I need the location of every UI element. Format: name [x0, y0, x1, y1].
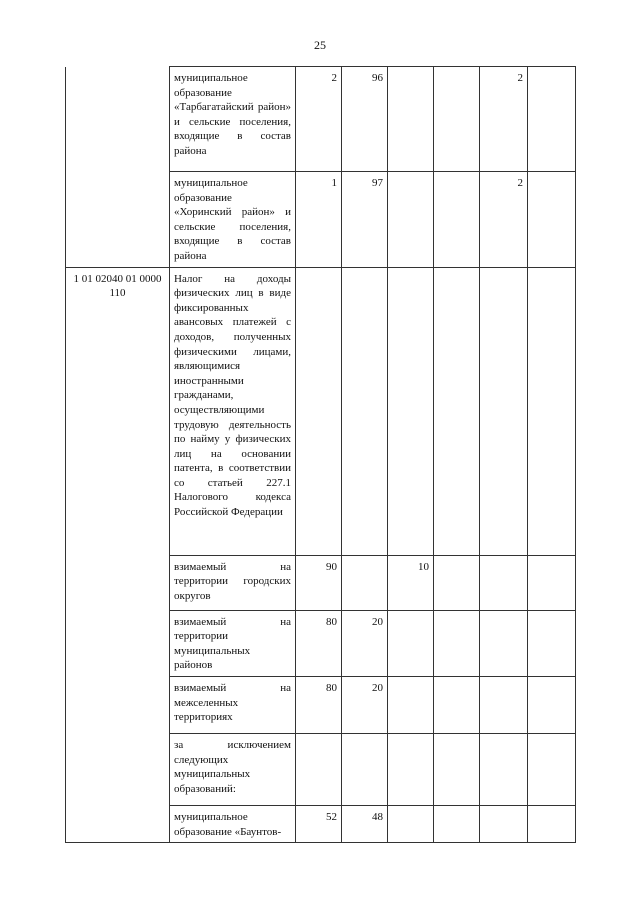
code-cell	[66, 555, 170, 610]
value-cell-5	[480, 676, 528, 733]
value-cell-3	[388, 610, 434, 676]
value-cell-6	[528, 805, 576, 842]
table-row	[66, 610, 576, 676]
value-cell-4	[434, 676, 480, 733]
description-cell: муниципальное образование «Баунтов-	[170, 805, 296, 842]
code-cell	[66, 610, 170, 676]
value-cell-1: 1	[296, 172, 342, 268]
value-cell-6	[528, 555, 576, 610]
table-row	[66, 676, 576, 733]
value-cell-2: 96	[342, 67, 388, 172]
budget-allocation-table	[65, 66, 576, 843]
value-cell-6	[528, 172, 576, 268]
value-cell-4	[434, 172, 480, 268]
table-row	[66, 267, 576, 555]
value-cell-2: 48	[342, 805, 388, 842]
table-row	[66, 67, 576, 172]
value-cell-1: 80	[296, 610, 342, 676]
value-cell-2: 97	[342, 172, 388, 268]
value-cell-3	[388, 805, 434, 842]
value-cell-4	[434, 267, 480, 555]
value-cell-4	[434, 555, 480, 610]
table-row	[66, 172, 576, 268]
value-cell-2	[342, 267, 388, 555]
value-cell-6	[528, 67, 576, 172]
description-cell: Налог на доходы физических лиц в виде фиксированных авансовых платежей с доходов, полученных физическими лицами, являющимися иностранными гражданами, осуществляющими трудовую деятельность по найму у физических лиц на основании патента, в соответствии со статьей 227.1 Налогового кодекса Российской Федерации	[170, 267, 296, 555]
value-cell-1: 90	[296, 555, 342, 610]
value-cell-4	[434, 733, 480, 805]
value-cell-5: 2	[480, 67, 528, 172]
code-cell	[66, 733, 170, 805]
value-cell-4	[434, 67, 480, 172]
value-cell-1: 52	[296, 805, 342, 842]
description-cell: муниципальное образование «Хоринский район» и сельские поселения, входящие в состав района	[170, 172, 296, 268]
page-number: 25	[314, 38, 326, 52]
value-cell-5	[480, 805, 528, 842]
value-cell-3	[388, 676, 434, 733]
value-cell-3	[388, 733, 434, 805]
value-cell-3	[388, 172, 434, 268]
value-cell-1: 2	[296, 67, 342, 172]
code-cell	[66, 67, 170, 172]
value-cell-1	[296, 733, 342, 805]
value-cell-4	[434, 610, 480, 676]
table-row	[66, 555, 576, 610]
description-cell: взимаемый на территории городских округов	[170, 555, 296, 610]
value-cell-6	[528, 733, 576, 805]
description-cell: взимаемый на межселенных территориях	[170, 676, 296, 733]
value-cell-2	[342, 733, 388, 805]
value-cell-5: 2	[480, 172, 528, 268]
table-row	[66, 805, 576, 842]
description-cell: взимаемый на территории муниципальных районов	[170, 610, 296, 676]
code-cell	[66, 676, 170, 733]
value-cell-6	[528, 267, 576, 555]
value-cell-4	[434, 805, 480, 842]
table-row	[66, 733, 576, 805]
value-cell-1: 80	[296, 676, 342, 733]
code-cell	[66, 172, 170, 268]
kbk-code-cell: 1 01 02040 01 0000 110	[66, 267, 170, 555]
value-cell-5	[480, 733, 528, 805]
description-cell: муниципальное образование «Тарбагатайский район» и сельские поселения, входящие в состав района	[170, 67, 296, 172]
description-cell: за исключением следующих муниципальных образований:	[170, 733, 296, 805]
value-cell-6	[528, 676, 576, 733]
value-cell-5	[480, 267, 528, 555]
value-cell-2: 20	[342, 676, 388, 733]
value-cell-3	[388, 67, 434, 172]
value-cell-3: 10	[388, 555, 434, 610]
value-cell-2	[342, 555, 388, 610]
code-cell	[66, 805, 170, 842]
value-cell-6	[528, 610, 576, 676]
value-cell-5	[480, 555, 528, 610]
value-cell-2: 20	[342, 610, 388, 676]
value-cell-3	[388, 267, 434, 555]
value-cell-1	[296, 267, 342, 555]
value-cell-5	[480, 610, 528, 676]
